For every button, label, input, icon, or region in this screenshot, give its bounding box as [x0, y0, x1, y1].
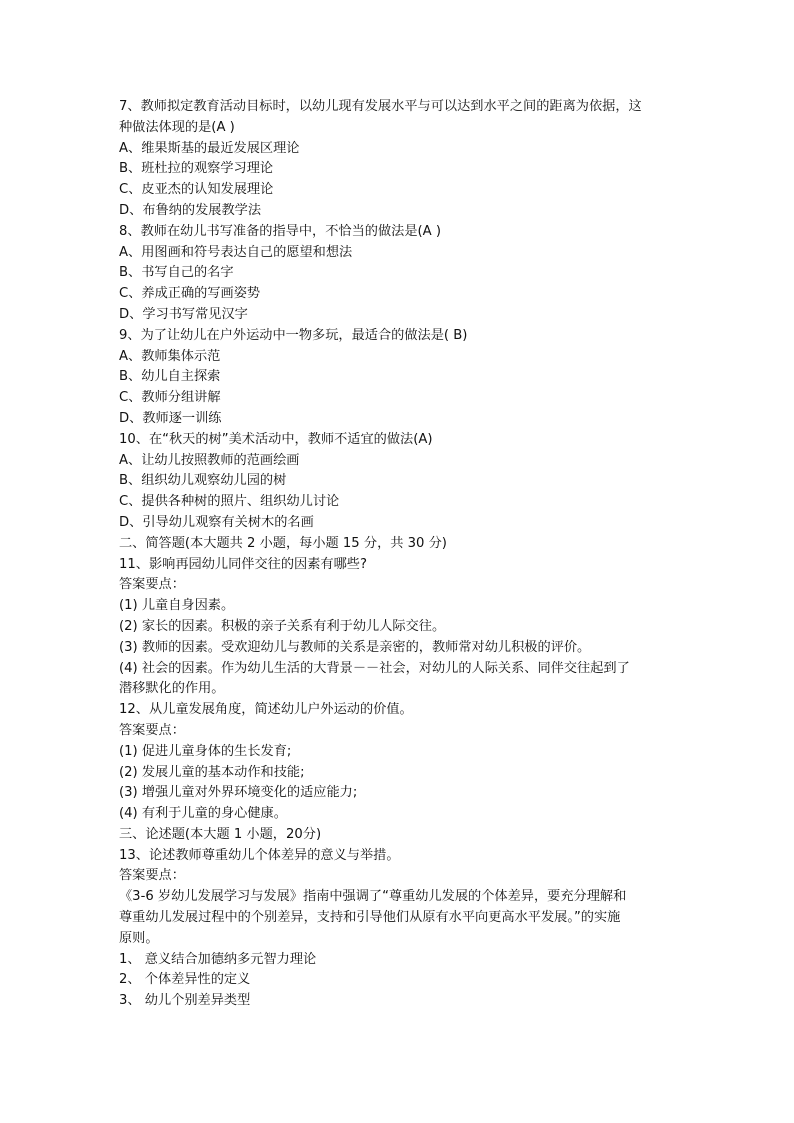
question-8-option-d: D、学习书写常见汉字: [119, 306, 248, 322]
question-9-option-c: C、教师分组讲解: [119, 390, 221, 406]
answer-point: (3) 增强儿童对外界环境变化的适应能力;: [119, 785, 358, 801]
answer-key-label: 答案要点：: [119, 577, 185, 593]
answer-point: (2) 家长的因素。积极的亲子关系有利于幼儿人际交往。: [119, 618, 446, 634]
answer-numbered-point: 2、 个体差异性的定义: [119, 972, 251, 988]
question-9-option-b: B、幼儿自主探索: [119, 369, 221, 385]
question-7-option-a: A、维果斯基的最近发展区理论: [119, 140, 300, 156]
question-7-option-b: B、班杜拉的观察学习理论: [119, 161, 274, 177]
answer-point: (1) 促进儿童身体的生长发育;: [119, 743, 292, 759]
question-9-stem: 9、为了让幼儿在户外运动中一物多玩，最适合的做法是( B): [119, 327, 468, 343]
question-8-option-c: C、养成正确的写画姿势: [119, 286, 261, 302]
question-7-stem: 7、教师拟定教育活动目标时，以幼儿现有发展水平与可以达到水平之间的距离为依据，这: [119, 99, 642, 114]
answer-numbered-point: 3、 幼儿个别差异类型: [119, 993, 251, 1009]
question-10-option-a: A、让幼儿按照教师的范画绘画: [119, 452, 300, 468]
answer-point: (4) 有利于儿童的身心健康。: [119, 806, 287, 822]
question-8-option-b: B、书写自己的名字: [119, 265, 234, 281]
question-7-stem-continued: 种做法体现的是(A ): [119, 119, 235, 135]
question-10-option-c: C、提供各种树的照片、组织幼儿讨论: [119, 494, 340, 510]
question-9-option-a: A、教师集体示范: [119, 348, 221, 364]
question-13-stem: 13、论述教师尊重幼儿个体差异的意义与举措。: [119, 847, 400, 863]
answer-point: (4) 社会的因素。作为幼儿生活的大背景－－社会，对幼儿的人际关系、同伴交往起到了: [119, 660, 630, 676]
answer-key-label: 答案要点：: [119, 722, 185, 738]
question-7-option-c: C、皮亚杰的认知发展理论: [119, 182, 274, 198]
section-3-heading: 三、论述题(本大题 1 小题，20分): [119, 826, 322, 842]
answer-paragraph-end: 原则。: [119, 930, 159, 946]
answer-point-continued: 潜移默化的作用。: [119, 681, 225, 697]
question-10-option-b: B、组织幼儿观察幼儿园的树: [119, 473, 287, 489]
answer-paragraph: 《3-6 岁幼儿发展学习与发展》指南中强调了“尊重幼儿发展的个体差异，要充分理解和: [119, 889, 627, 905]
answer-point: (3) 教师的因素。受欢迎幼儿与教师的关系是亲密的，教师常对幼儿积极的评价。: [119, 639, 591, 655]
answer-point: (1) 儿童自身因素。: [119, 598, 235, 614]
question-8-option-a: A、用图画和符号表达自己的愿望和想法: [119, 244, 353, 260]
answer-numbered-point: 1、 意义结合加德纳多元智力理论: [119, 951, 317, 967]
answer-key-label: 答案要点：: [119, 868, 185, 884]
document-body: [119, 97, 679, 1012]
question-11-stem: 11、影响再园幼儿同伴交往的因素有哪些?: [119, 556, 367, 572]
question-10-option-d: D、引导幼儿观察有关树木的名画: [119, 514, 314, 530]
answer-point: (2) 发展儿童的基本动作和技能;: [119, 764, 305, 780]
question-12-stem: 12、从儿童发展角度，简述幼儿户外运动的价值。: [119, 702, 413, 718]
question-9-option-d: D、教师逐一训练: [119, 410, 222, 426]
answer-paragraph-continued: 尊重幼儿发展过程中的个别差异，支持和引导他们从原有水平向更高水平发展。”的实施: [119, 910, 621, 926]
question-10-stem: 10、在“秋天的树”美术活动中，教师不适宜的做法(A): [119, 431, 433, 447]
question-7-option-d: D、布鲁纳的发展教学法: [119, 202, 262, 218]
question-8-stem: 8、教师在幼儿书写准备的指导中，不恰当的做法是(A ): [119, 223, 442, 239]
section-2-heading: 二、简答题(本大题共 2 小题，每小题 15 分，共 30 分): [119, 535, 447, 551]
